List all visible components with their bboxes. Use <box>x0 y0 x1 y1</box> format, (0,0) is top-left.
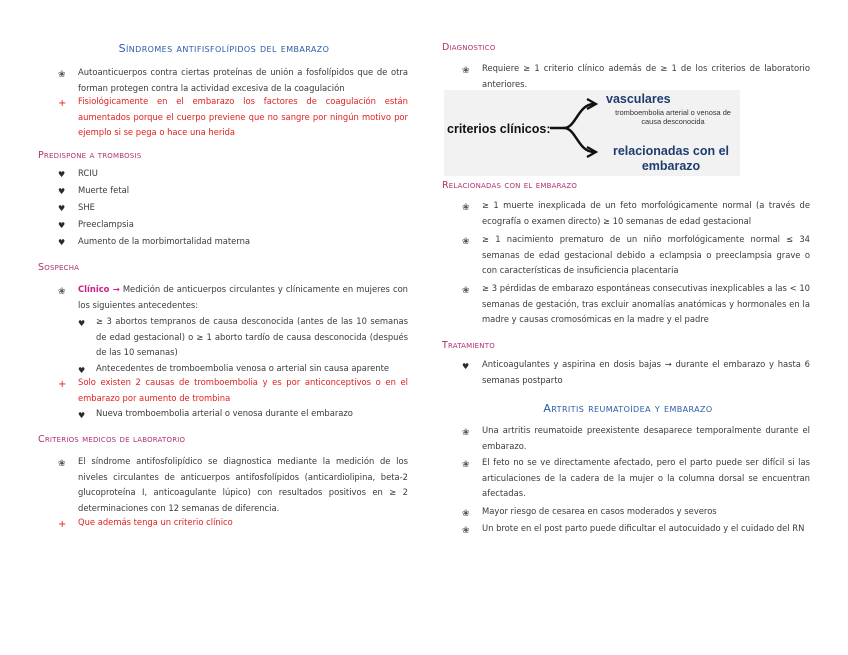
criteria-diagram <box>444 90 740 176</box>
list-item: SHE <box>78 202 95 212</box>
diagram-embarazo-label: relacionadas con el embarazo <box>612 144 730 173</box>
sospecha-sub-item: ≥ 3 abortos tempranos de causa desconocida (antes de las 10 semanas de edad gestacional) o ≥ 1 aborto tardío de causa desconocida (después de las 10 semanas) <box>96 316 408 357</box>
artritis-item: El feto no se ve directamente afectado, pero el parto puede ser difícil si las articulaciones de la cadera de la mujer o la columna dorsal se encuentran afectadas. <box>482 457 810 498</box>
heart-bullet-icon: ♥ <box>462 362 470 371</box>
intro-paragraph: Autoanticuerpos contra ciertas proteínas de unión a fosfolípidos que de otra forman protegen contra la actividad excesiva de la coagulación <box>78 67 408 93</box>
flower-bullet-icon: ❀ <box>462 460 470 470</box>
heading-diagnostico: Diagnostico <box>442 42 496 53</box>
intro-red-note: Fisiológicamente en el embarazo los factores de coagulación están aumentados porque el cuerpo previene que no sangre por ningún motivo por ejemplo si se pega o hace una herida <box>78 96 408 137</box>
sospecha-sub-item: Antecedentes de tromboembolia venosa o arterial sin causa aparente <box>96 363 390 373</box>
heart-bullet-icon: ♥ <box>58 221 66 230</box>
artritis-item: Una artritis reumatoide preexistente desaparece temporalmente durante el embarazo. <box>482 425 810 451</box>
flower-bullet-icon: ❀ <box>462 203 470 213</box>
plus-bullet-icon: + <box>58 98 67 109</box>
flower-bullet-icon: ❀ <box>462 509 470 519</box>
flower-bullet-icon: ❀ <box>462 428 470 438</box>
heart-bullet-icon: ♥ <box>58 238 66 247</box>
section-title-sindromes: Síndromes antifisfolípidos del embarazo <box>118 42 330 55</box>
flower-bullet-icon: ❀ <box>58 287 66 297</box>
sospecha-last-item: Nueva tromboembolia arterial o venosa durante el embarazo <box>96 408 353 418</box>
heart-bullet-icon: ♥ <box>58 170 66 179</box>
sospecha-paragraph <box>78 282 408 313</box>
flower-bullet-icon: ❀ <box>58 70 66 80</box>
heart-bullet-icon: ♥ <box>78 411 86 420</box>
tratamiento-paragraph: Anticoagulantes y aspirina en dosis bajas → durante el embarazo y hasta 6 semanas postparto <box>482 359 810 385</box>
list-item: Preeclampsia <box>78 219 134 229</box>
diagram-vasculares-sub: tromboembolia arterial o venosa de causa desconocida <box>615 108 731 126</box>
heading-sospecha: Sospecha <box>38 262 80 273</box>
diagram-vasculares-label: vasculares <box>606 92 671 106</box>
relacionadas-item: ≥ 1 muerte inexplicada de un feto morfológicamente normal (a través de ecografía o examen directo) ≥ 10 semanas de edad gestacional <box>482 200 810 226</box>
heart-bullet-icon: ♥ <box>58 204 66 213</box>
list-item: Aumento de la morbimortalidad materna <box>78 236 251 246</box>
flower-bullet-icon: ❀ <box>462 66 470 76</box>
heading-criterios: Criterios medicos de laboratorio <box>38 434 186 445</box>
heart-bullet-icon: ♥ <box>78 366 86 375</box>
heart-bullet-icon: ♥ <box>58 187 66 196</box>
list-item: RCIU <box>78 168 98 178</box>
artritis-item: Mayor riesgo de cesarea en casos moderados y severos <box>482 506 717 516</box>
flower-bullet-icon: ❀ <box>462 237 470 247</box>
heart-bullet-icon: ♥ <box>78 319 86 328</box>
relacionadas-item: ≥ 3 pérdidas de embarazo espontáneas consecutivas inexplicables a las < 10 semanas de gestación, tras excluir anomalías anatómicas y hormonales en la madre y causas cromosómicas en la madre y el padre <box>482 283 810 324</box>
flower-bullet-icon: ❀ <box>58 459 66 469</box>
criterios-paragraph: El síndrome antifosfolipídico se diagnostica mediante la medición de los niveles circulantes de anticuerpos antifosfolípidos (anticardiolipina, beta-2 glucoproteína I, anticoagulante lúpico) con resultados positivos en ≥ 2 determinaciones con 12 semanas de diferencia. <box>78 456 408 513</box>
clinico-label: Clínico → <box>78 284 120 294</box>
clinico-text: Medición de anticuerpos circulantes y clínicamente en mujeres con los siguientes antecedentes: <box>78 284 408 310</box>
heading-tratamiento: Tratamiento <box>442 340 495 351</box>
diagnostico-paragraph: Requiere ≥ 1 criterio clínico además de ≥ 1 de los criterios de laboratorio anteriores. <box>482 63 810 89</box>
list-item: Muerte fetal <box>78 185 130 195</box>
criterios-red-note: Que además tenga un criterio clínico <box>78 517 233 527</box>
flower-bullet-icon: ❀ <box>462 286 470 296</box>
sospecha-red-note: Solo existen 2 causas de tromboembolia y es por anticonceptivos o en el embarazo por aumento de trombina <box>78 377 408 403</box>
flower-bullet-icon: ❀ <box>462 526 470 536</box>
section-title-artritis: Artritis reumatoídea y embarazo <box>543 402 713 415</box>
diagram-criteria-label: criterios clínicos: <box>447 122 551 136</box>
relacionadas-item: ≥ 1 nacimiento prematuro de un niño morfológicamente normal ≤ 34 semanas de edad gestacional debido a eclampsia o preeclampsia grave o con características de insuficiencia placentaria <box>482 234 810 275</box>
artritis-item: Un brote en el post parto puede dificultar el autocuidado y el cuidado del RN <box>482 523 805 533</box>
heading-predispone: Predispone a trombosis <box>38 150 142 161</box>
plus-bullet-icon: + <box>58 519 67 530</box>
heading-relacionadas: Relacionadas con el embarazo <box>442 180 578 191</box>
plus-bullet-icon: + <box>58 379 67 390</box>
